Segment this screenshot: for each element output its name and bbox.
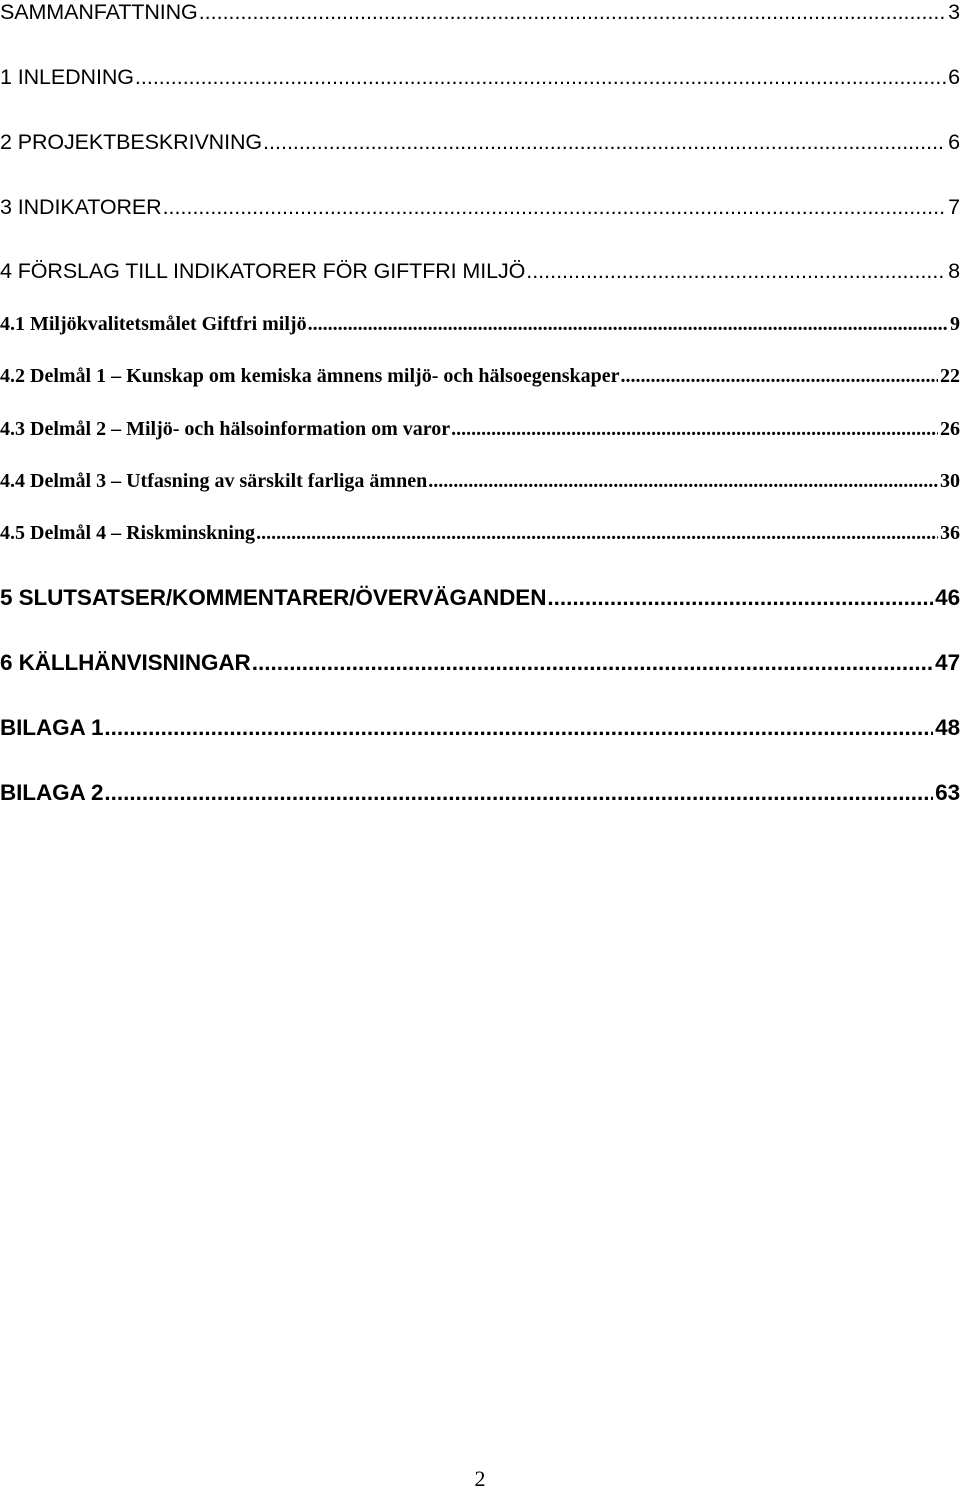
page-number: 2 bbox=[474, 1466, 486, 1491]
toc-dot-leader bbox=[428, 470, 938, 493]
toc-entry-title: SAMMANFATTNING bbox=[0, 0, 198, 24]
toc-entry-title: 2 PROJEKTBESKRIVNING bbox=[0, 130, 263, 154]
toc-entry-kallhanvisningar[interactable] bbox=[0, 650, 960, 676]
toc-entry-title: BILAGA 2 bbox=[0, 780, 104, 805]
toc-entry-title: 3 INDIKATORER bbox=[0, 195, 162, 219]
toc-dot-leader bbox=[199, 0, 946, 25]
toc-dot-leader bbox=[526, 259, 946, 284]
toc-entry-4-3[interactable] bbox=[0, 418, 960, 441]
toc-entry-title: BILAGA 1 bbox=[0, 715, 104, 740]
toc-dot-leader bbox=[252, 650, 933, 676]
toc-entry-page: 9 bbox=[950, 313, 960, 335]
toc-entry-page: 26 bbox=[940, 418, 960, 440]
toc-entry-title: 4.3 Delmål 2 – Miljö- och hälsoinformation om varor bbox=[0, 418, 451, 440]
toc-entry-title: 1 INLEDNING bbox=[0, 65, 134, 89]
toc-entry-title: 4.2 Delmål 1 – Kunskap om kemiska ämnens miljö- och hälsoegenskaper bbox=[0, 365, 620, 387]
toc-entry-4-4[interactable] bbox=[0, 470, 960, 493]
toc-entry-page: 6 bbox=[948, 65, 960, 89]
toc-entry-page: 3 bbox=[948, 0, 960, 24]
toc-entry-page: 47 bbox=[935, 650, 960, 675]
toc-entry-forslag-indikatorer[interactable] bbox=[0, 259, 960, 284]
toc-dot-leader bbox=[621, 365, 939, 388]
toc-dot-leader bbox=[104, 780, 933, 806]
toc-dot-leader bbox=[263, 130, 946, 155]
toc-entry-inledning[interactable] bbox=[0, 65, 960, 90]
toc-entry-sammanfattning[interactable] bbox=[0, 0, 960, 25]
toc-entry-page: 63 bbox=[935, 780, 960, 805]
toc-dot-leader bbox=[163, 195, 947, 220]
toc-entry-indikatorer[interactable] bbox=[0, 195, 960, 220]
toc-entry-page: 8 bbox=[948, 259, 960, 283]
toc-entry-bilaga-2[interactable] bbox=[0, 780, 960, 806]
toc-entry-4-1[interactable] bbox=[0, 313, 960, 336]
toc-dot-leader bbox=[547, 585, 933, 611]
toc-entry-page: 6 bbox=[948, 130, 960, 154]
toc-dot-leader bbox=[256, 522, 938, 545]
toc-entry-4-5[interactable] bbox=[0, 522, 960, 545]
toc-entry-title: 6 KÄLLHÄNVISNINGAR bbox=[0, 650, 251, 675]
toc-entry-page: 48 bbox=[935, 715, 960, 740]
toc-dot-leader bbox=[104, 715, 933, 741]
toc-entry-page: 46 bbox=[935, 585, 960, 610]
toc-dot-leader bbox=[135, 65, 946, 90]
toc-entry-title: 5 SLUTSATSER/KOMMENTARER/ÖVERVÄGANDEN bbox=[0, 585, 547, 610]
toc-entry-title: 4.1 Miljökvalitetsmålet Giftfri miljö bbox=[0, 313, 307, 335]
toc-entry-title: 4.4 Delmål 3 – Utfasning av särskilt farliga ämnen bbox=[0, 470, 428, 492]
toc-dot-leader bbox=[451, 418, 938, 441]
toc-entry-slutsatser[interactable] bbox=[0, 585, 960, 611]
toc-entry-page: 7 bbox=[948, 195, 960, 219]
toc-entry-4-2[interactable] bbox=[0, 365, 960, 388]
toc-entry-page: 30 bbox=[940, 470, 960, 492]
toc-dot-leader bbox=[308, 313, 948, 336]
toc-entry-title: 4 FÖRSLAG TILL INDIKATORER FÖR GIFTFRI MILJÖ bbox=[0, 259, 526, 283]
toc-entry-page: 36 bbox=[940, 522, 960, 544]
toc-entry-title: 4.5 Delmål 4 – Riskminskning bbox=[0, 522, 256, 544]
toc-entry-bilaga-1[interactable] bbox=[0, 715, 960, 741]
toc-entry-page: 22 bbox=[940, 365, 960, 387]
toc-entry-projektbeskrivning[interactable] bbox=[0, 130, 960, 155]
